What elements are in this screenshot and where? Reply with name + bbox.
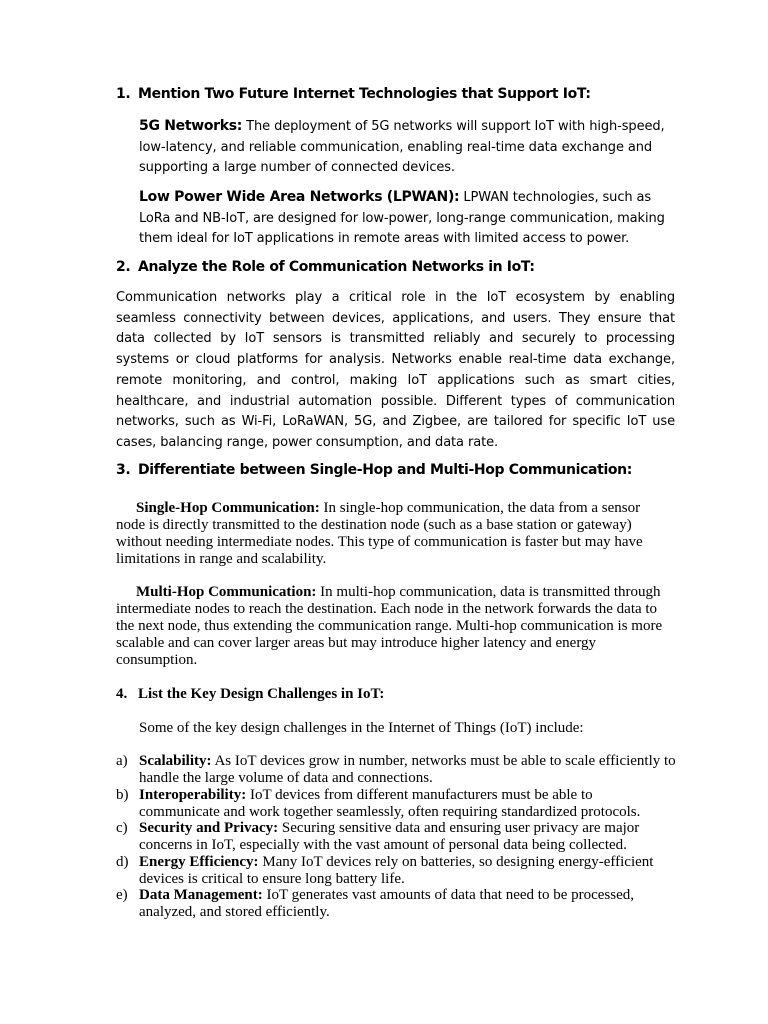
q4-item-text: IoT generates vast amounts of data that need to be processed, analyzed, and stored efficiently. xyxy=(139,887,634,920)
q2-number: 2. xyxy=(116,259,131,275)
q4-heading-text: List the Key Design Challenges in IoT: xyxy=(138,686,385,702)
q1-item-5g-term: 5G Networks: xyxy=(139,118,243,134)
q3-multi-hop xyxy=(116,584,668,669)
q3-single-hop-term: Single-Hop Communication: xyxy=(136,500,320,516)
q4-item-data-management xyxy=(116,887,676,921)
q1-item-5g-text: The deployment of 5G networks will support IoT with high-speed, low-latency, and reliable communication, enabling real-time data exchange and supporting a large number of connected devices. xyxy=(139,119,665,176)
q3-number: 3. xyxy=(116,462,131,478)
q4-item-scalability xyxy=(116,753,676,787)
q1-item-lpwan-term: Low Power Wide Area Networks (LPWAN): xyxy=(139,189,460,205)
q4-item-term: Security and Privacy: xyxy=(139,820,279,836)
q1-item-lpwan-text: LPWAN technologies, such as LoRa and NB-IoT, are designed for low-power, long-range communication, making them ideal for IoT applications in remote areas with limited access to power. xyxy=(139,190,665,247)
q4-item-marker: d) xyxy=(116,854,129,870)
q4-item-marker: e) xyxy=(116,887,128,903)
q4-item-text: Many IoT devices rely on batteries, so designing energy-efficient devices is critical to ensure long battery life. xyxy=(139,854,654,887)
q2-body: Communication networks play a critical role in the IoT ecosystem by enabling seamless connectivity between devices, applications, and users. They ensure that data collected by IoT sensors is transmitted reliably and securely to processing systems or cloud platforms for analysis. Networks enable real-time data exchange, remote monitoring, and control, making IoT applications such as smart cities, healthcare, and industrial automation possible. Different types of communication networks, such as Wi-Fi, LoRaWAN, 5G, and Zigbee, are tailored for specific IoT use cases, balancing range, power consumption, and data rate. xyxy=(116,290,675,450)
q4-item-term: Data Management: xyxy=(139,887,263,903)
q4-intro: Some of the key design challenges in the Internet of Things (IoT) include: xyxy=(139,720,584,736)
q4-item-text: IoT devices from different manufacturers must be able to communicate and work together seamlessly, often requiring standardized protocols. xyxy=(139,787,641,820)
q3-multi-hop-term: Multi-Hop Communication: xyxy=(136,584,317,600)
q1-heading-text: Mention Two Future Internet Technologies that Support IoT: xyxy=(138,86,591,102)
q4-item-security-privacy xyxy=(116,820,676,854)
q3-multi-hop-text: In multi-hop communication, data is transmitted through intermediate nodes to reach the destination. Each node in the network forwards the data to the next node, thus extending the communication range. Multi-hop communication is more scalable and can cover larger areas but may introduce higher latency and energy consumption. xyxy=(116,584,663,668)
q3-single-hop-text: In single-hop communication, the data from a sensor node is directly transmitted to the destination node (such as a base station or gateway) without needing intermediate nodes. This type of communication is faster but may have limitations in range and scalability. xyxy=(116,500,643,567)
q4-item-term: Scalability: xyxy=(139,753,212,769)
q3-single-hop xyxy=(116,500,666,568)
q2-heading xyxy=(116,259,535,275)
q4-item-marker: b) xyxy=(116,787,129,803)
q1-item-5g xyxy=(139,116,677,179)
q4-item-term: Energy Efficiency: xyxy=(139,854,259,870)
q3-heading-text: Differentiate between Single-Hop and Multi-Hop Communication: xyxy=(138,462,633,478)
q4-item-interoperability xyxy=(116,787,676,821)
q4-item-term: Interoperability: xyxy=(139,787,247,803)
q4-item-energy-efficiency xyxy=(116,854,676,888)
q4-heading xyxy=(116,686,384,703)
q4-item-text: As IoT devices grow in number, networks must be able to scale efficiently to handle the large volume of data and connections. xyxy=(139,753,676,786)
q1-item-lpwan xyxy=(139,187,665,250)
q4-item-marker: c) xyxy=(116,820,128,836)
q1-number: 1. xyxy=(116,86,131,102)
q4-item-text: Securing sensitive data and ensuring user privacy are major concerns in IoT, especially with the vast amount of personal data being collected. xyxy=(139,820,640,853)
q2-heading-text: Analyze the Role of Communication Networks in IoT: xyxy=(138,259,535,275)
q4-item-marker: a) xyxy=(116,753,128,769)
q4-number: 4. xyxy=(116,686,128,702)
q1-heading xyxy=(116,86,591,102)
q3-heading xyxy=(116,462,632,478)
